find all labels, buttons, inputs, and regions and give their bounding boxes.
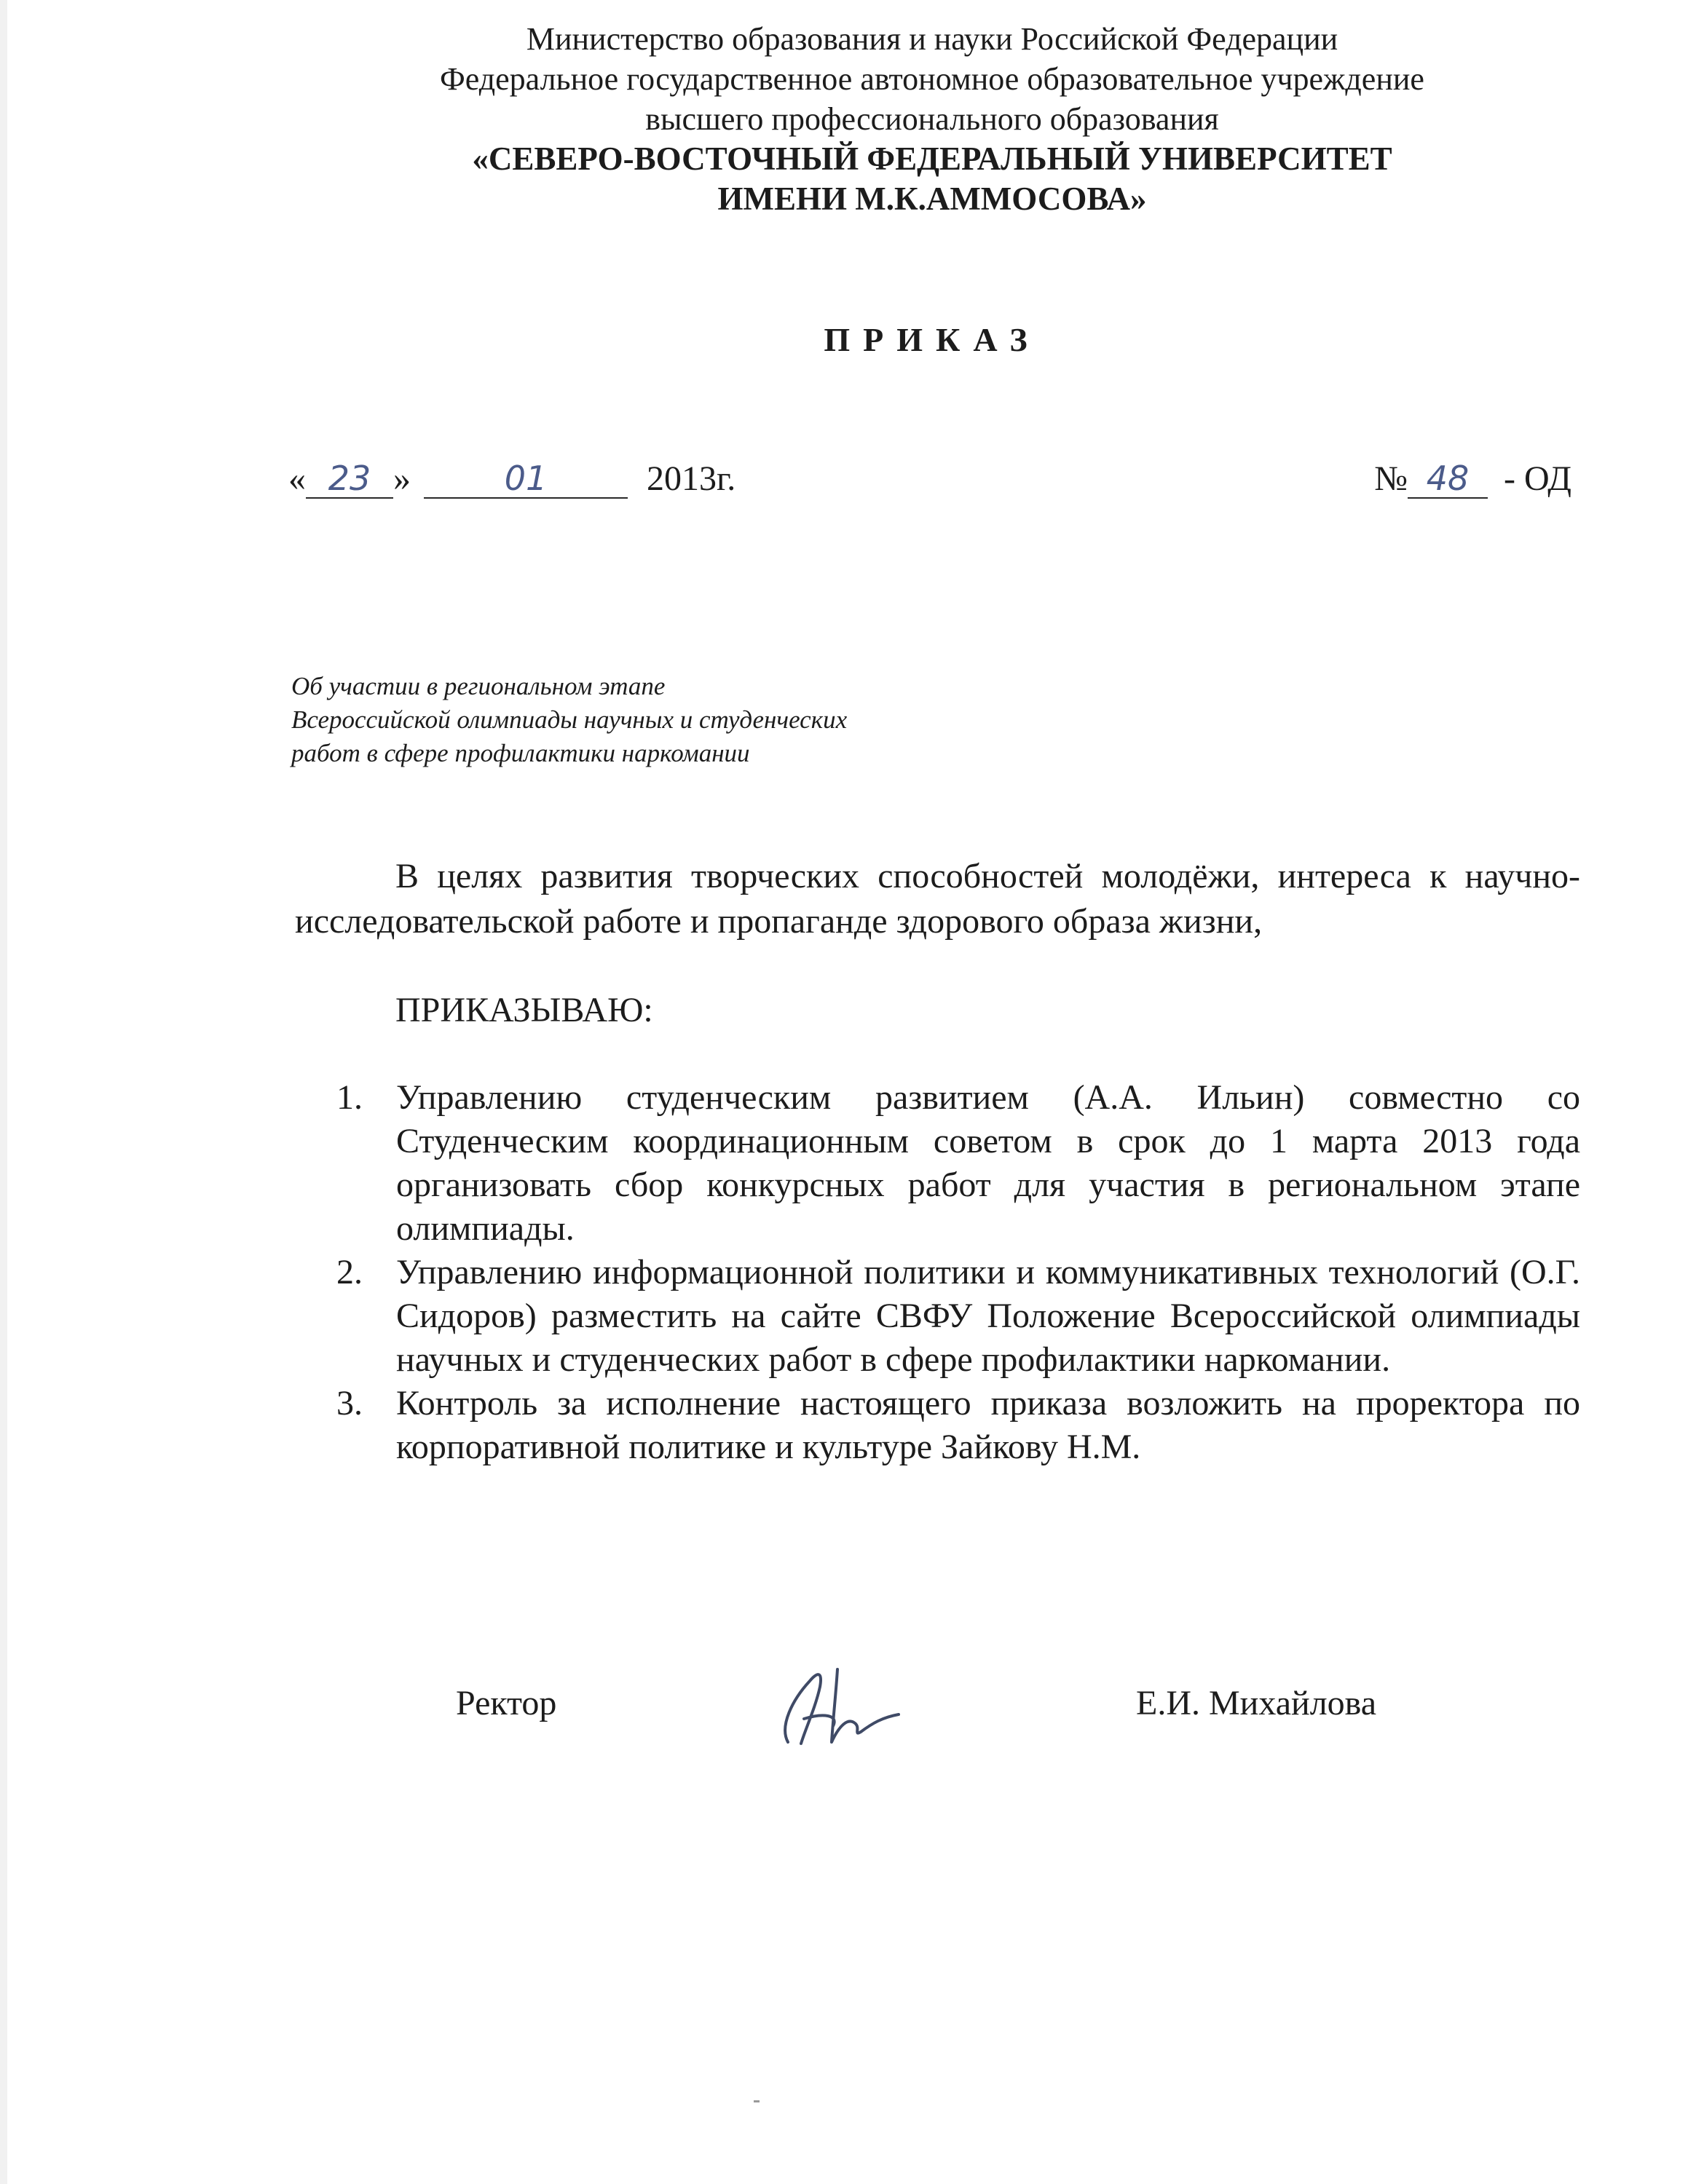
number-suffix: - ОД: [1504, 459, 1571, 498]
signatory-position: Ректор: [456, 1684, 557, 1722]
item-text: Управлению информационной политики и коммуникативных технологий (О.Г. Сидоров) разместить на сайте СВФУ Положение Всероссийской олимпиады научных и студенческих работ в сфере профилактики наркомании.: [396, 1253, 1580, 1379]
date-day-field: 23: [306, 459, 393, 499]
list-item: [336, 1251, 1580, 1382]
subject-line: Об участии в региональном этапе: [291, 672, 666, 700]
institution-type-line: Федеральное государственное автономное образовательное учреждение: [440, 61, 1424, 97]
date-month-field: 01: [424, 459, 628, 499]
date-close-quote: »: [393, 459, 411, 498]
list-item: [336, 1382, 1580, 1469]
order-date: [288, 459, 735, 499]
signatory-name: Е.И. Михайлова: [1136, 1684, 1376, 1722]
university-name-line: «СЕВЕРО-ВОСТОЧНЫЙ ФЕДЕРАЛЬНЫЙ УНИВЕРСИТЕТ: [472, 141, 1392, 177]
scan-edge: [0, 0, 7, 2184]
item-number: 3.: [336, 1384, 363, 1423]
date-year: 2013г.: [647, 459, 736, 498]
education-level-line: высшего профессионального образования: [645, 101, 1219, 137]
letterhead: [218, 19, 1646, 219]
item-number: 1.: [336, 1078, 363, 1117]
decree-word: ПРИКАЗЫВАЮ:: [395, 991, 653, 1029]
order-number: [1374, 459, 1571, 499]
scan-speck: [754, 2100, 760, 2102]
handwritten-signature: [772, 1656, 918, 1758]
subject-line: работ в сфере профилактики наркомании: [291, 739, 750, 767]
order-subject: [291, 670, 847, 770]
ministry-line: Министерство образования и науки Российской Федерации: [526, 21, 1338, 57]
subject-line: Всероссийской олимпиады научных и студенческих: [291, 705, 848, 734]
item-number: 2.: [336, 1253, 363, 1291]
item-text: Контроль за исполнение настоящего приказа возложить на проректора по корпоративной политике и культуре Зайкову Н.М.: [396, 1384, 1580, 1466]
number-prefix: №: [1374, 459, 1408, 498]
preamble-paragraph: В целях развития творческих способностей молодёжи, интереса к научно-исследовательской работе и пропаганде здорового образа жизни,: [295, 857, 1580, 941]
university-name-line-2: ИМЕНИ М.К.АММОСОВА»: [717, 181, 1147, 217]
number-field: 48: [1408, 459, 1488, 499]
date-open-quote: «: [288, 459, 306, 498]
list-item: [336, 1076, 1580, 1251]
order-items-list: [336, 1076, 1580, 1469]
item-text: Управлению студенческим развитием (А.А. Ильин) совместно со Студенческим координационным советом в срок до 1 марта 2013 года организовать сбор конкурсных работ для участия в региональном этапе олимпиады.: [396, 1078, 1580, 1248]
document-title: ПРИКАЗ: [824, 321, 1041, 358]
